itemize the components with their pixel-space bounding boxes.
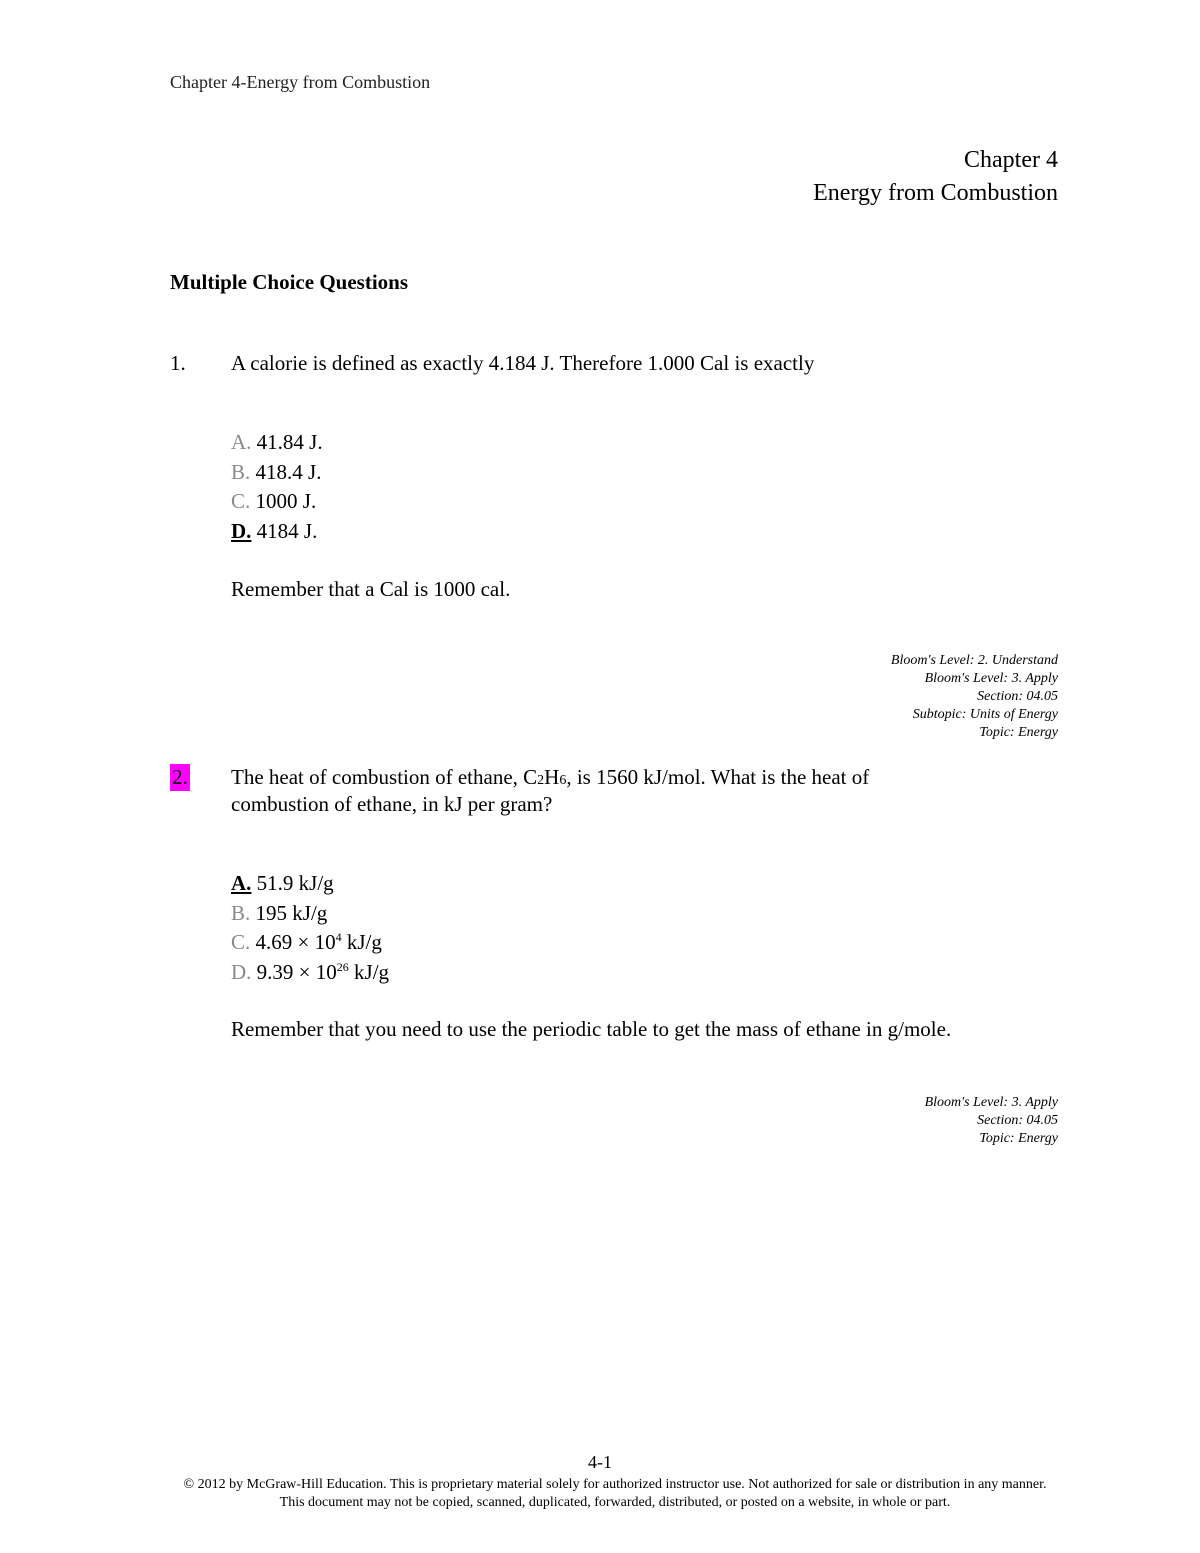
answer-option <box>231 958 389 988</box>
option-text: 195 kJ/g <box>255 900 328 925</box>
meta-line: Topic: Energy <box>979 725 1058 740</box>
question-number-highlighted: 2. <box>172 765 188 789</box>
meta-line: Bloom's Level: 3. Apply <box>924 1095 1058 1110</box>
option-text <box>257 960 389 984</box>
chapter-title <box>813 144 1058 210</box>
meta-line: Section: 04.05 <box>977 1113 1058 1128</box>
question-metadata <box>925 1094 1058 1148</box>
section-heading: Multiple Choice Questions <box>170 270 409 294</box>
option-text: 418.4 J. <box>255 459 322 484</box>
question-number: 1. <box>170 351 186 375</box>
option-letter: B. <box>231 900 251 925</box>
running-header: Chapter 4-Energy from Combustion <box>170 72 431 92</box>
answer-option <box>231 928 389 958</box>
option-text: 41.84 J. <box>256 430 323 454</box>
option-unit: kJ/g <box>341 930 382 954</box>
subscript: 2 <box>537 773 545 788</box>
answer-option-correct <box>231 869 389 899</box>
meta-line: Bloom's Level: 3. Apply <box>924 671 1058 686</box>
chapter-label: Chapter 4 <box>964 147 1058 173</box>
option-letter: A. <box>231 430 252 454</box>
option-letter: A. <box>231 871 252 895</box>
chapter-name: Energy from Combustion <box>813 180 1058 206</box>
option-letter: C. <box>231 930 251 954</box>
question-text <box>231 764 971 818</box>
option-text: 51.9 kJ/g <box>256 871 334 895</box>
option-text-base: 4.69 × 10 <box>255 930 336 954</box>
answer-option <box>231 487 323 517</box>
option-letter: D. <box>231 518 252 543</box>
meta-line: Section: 04.05 <box>977 689 1058 704</box>
answer-option-correct <box>231 517 323 547</box>
option-text-base: 9.39 × 10 <box>256 959 337 984</box>
subscript: 6 <box>559 773 567 788</box>
answer-option <box>231 458 323 488</box>
answer-options <box>231 869 389 987</box>
meta-line: Topic: Energy <box>979 1131 1058 1146</box>
option-letter: D. <box>231 959 252 984</box>
question-metadata <box>891 652 1058 742</box>
meta-line: Bloom's Level: 2. Understand <box>890 653 1058 668</box>
question-text-part: , is 1560 kJ/mol. What is the heat of combustion of ethane, in kJ per gram? <box>231 765 870 816</box>
option-letter: B. <box>231 459 251 484</box>
question-hint: Remember that you need to use the periodic table to get the mass of ethane in g/mole. <box>231 1017 952 1041</box>
question-text-part: The heat of combustion of ethane, C <box>231 765 538 789</box>
exponent: 4 <box>335 930 342 944</box>
option-letter: C. <box>231 489 251 513</box>
answer-option <box>231 428 323 458</box>
option-text: 4184 J. <box>256 518 318 543</box>
option-text: 1000 J. <box>255 489 317 513</box>
answer-options <box>231 428 323 546</box>
page-number: 4-1 <box>588 1452 612 1472</box>
meta-line: Subtopic: Units of Energy <box>912 707 1058 722</box>
answer-option <box>231 899 389 929</box>
question-text-part: H <box>544 765 560 789</box>
exponent: 26 <box>336 959 349 974</box>
option-text <box>256 930 382 954</box>
copyright-notice: © 2012 by McGraw-Hill Education. This is proprietary material solely for authorized instructor use. Not authorized for sale or distribution in any manner. This document may not be copied, scanned, duplicated, forwarded, distributed, or posted on a website, in whole or part. <box>183 1477 1047 1510</box>
question-hint: Remember that a Cal is 1000 cal. <box>231 577 511 601</box>
question-text: A calorie is defined as exactly 4.184 J. Therefore 1.000 Cal is exactly <box>231 351 815 375</box>
option-unit: kJ/g <box>348 959 390 984</box>
